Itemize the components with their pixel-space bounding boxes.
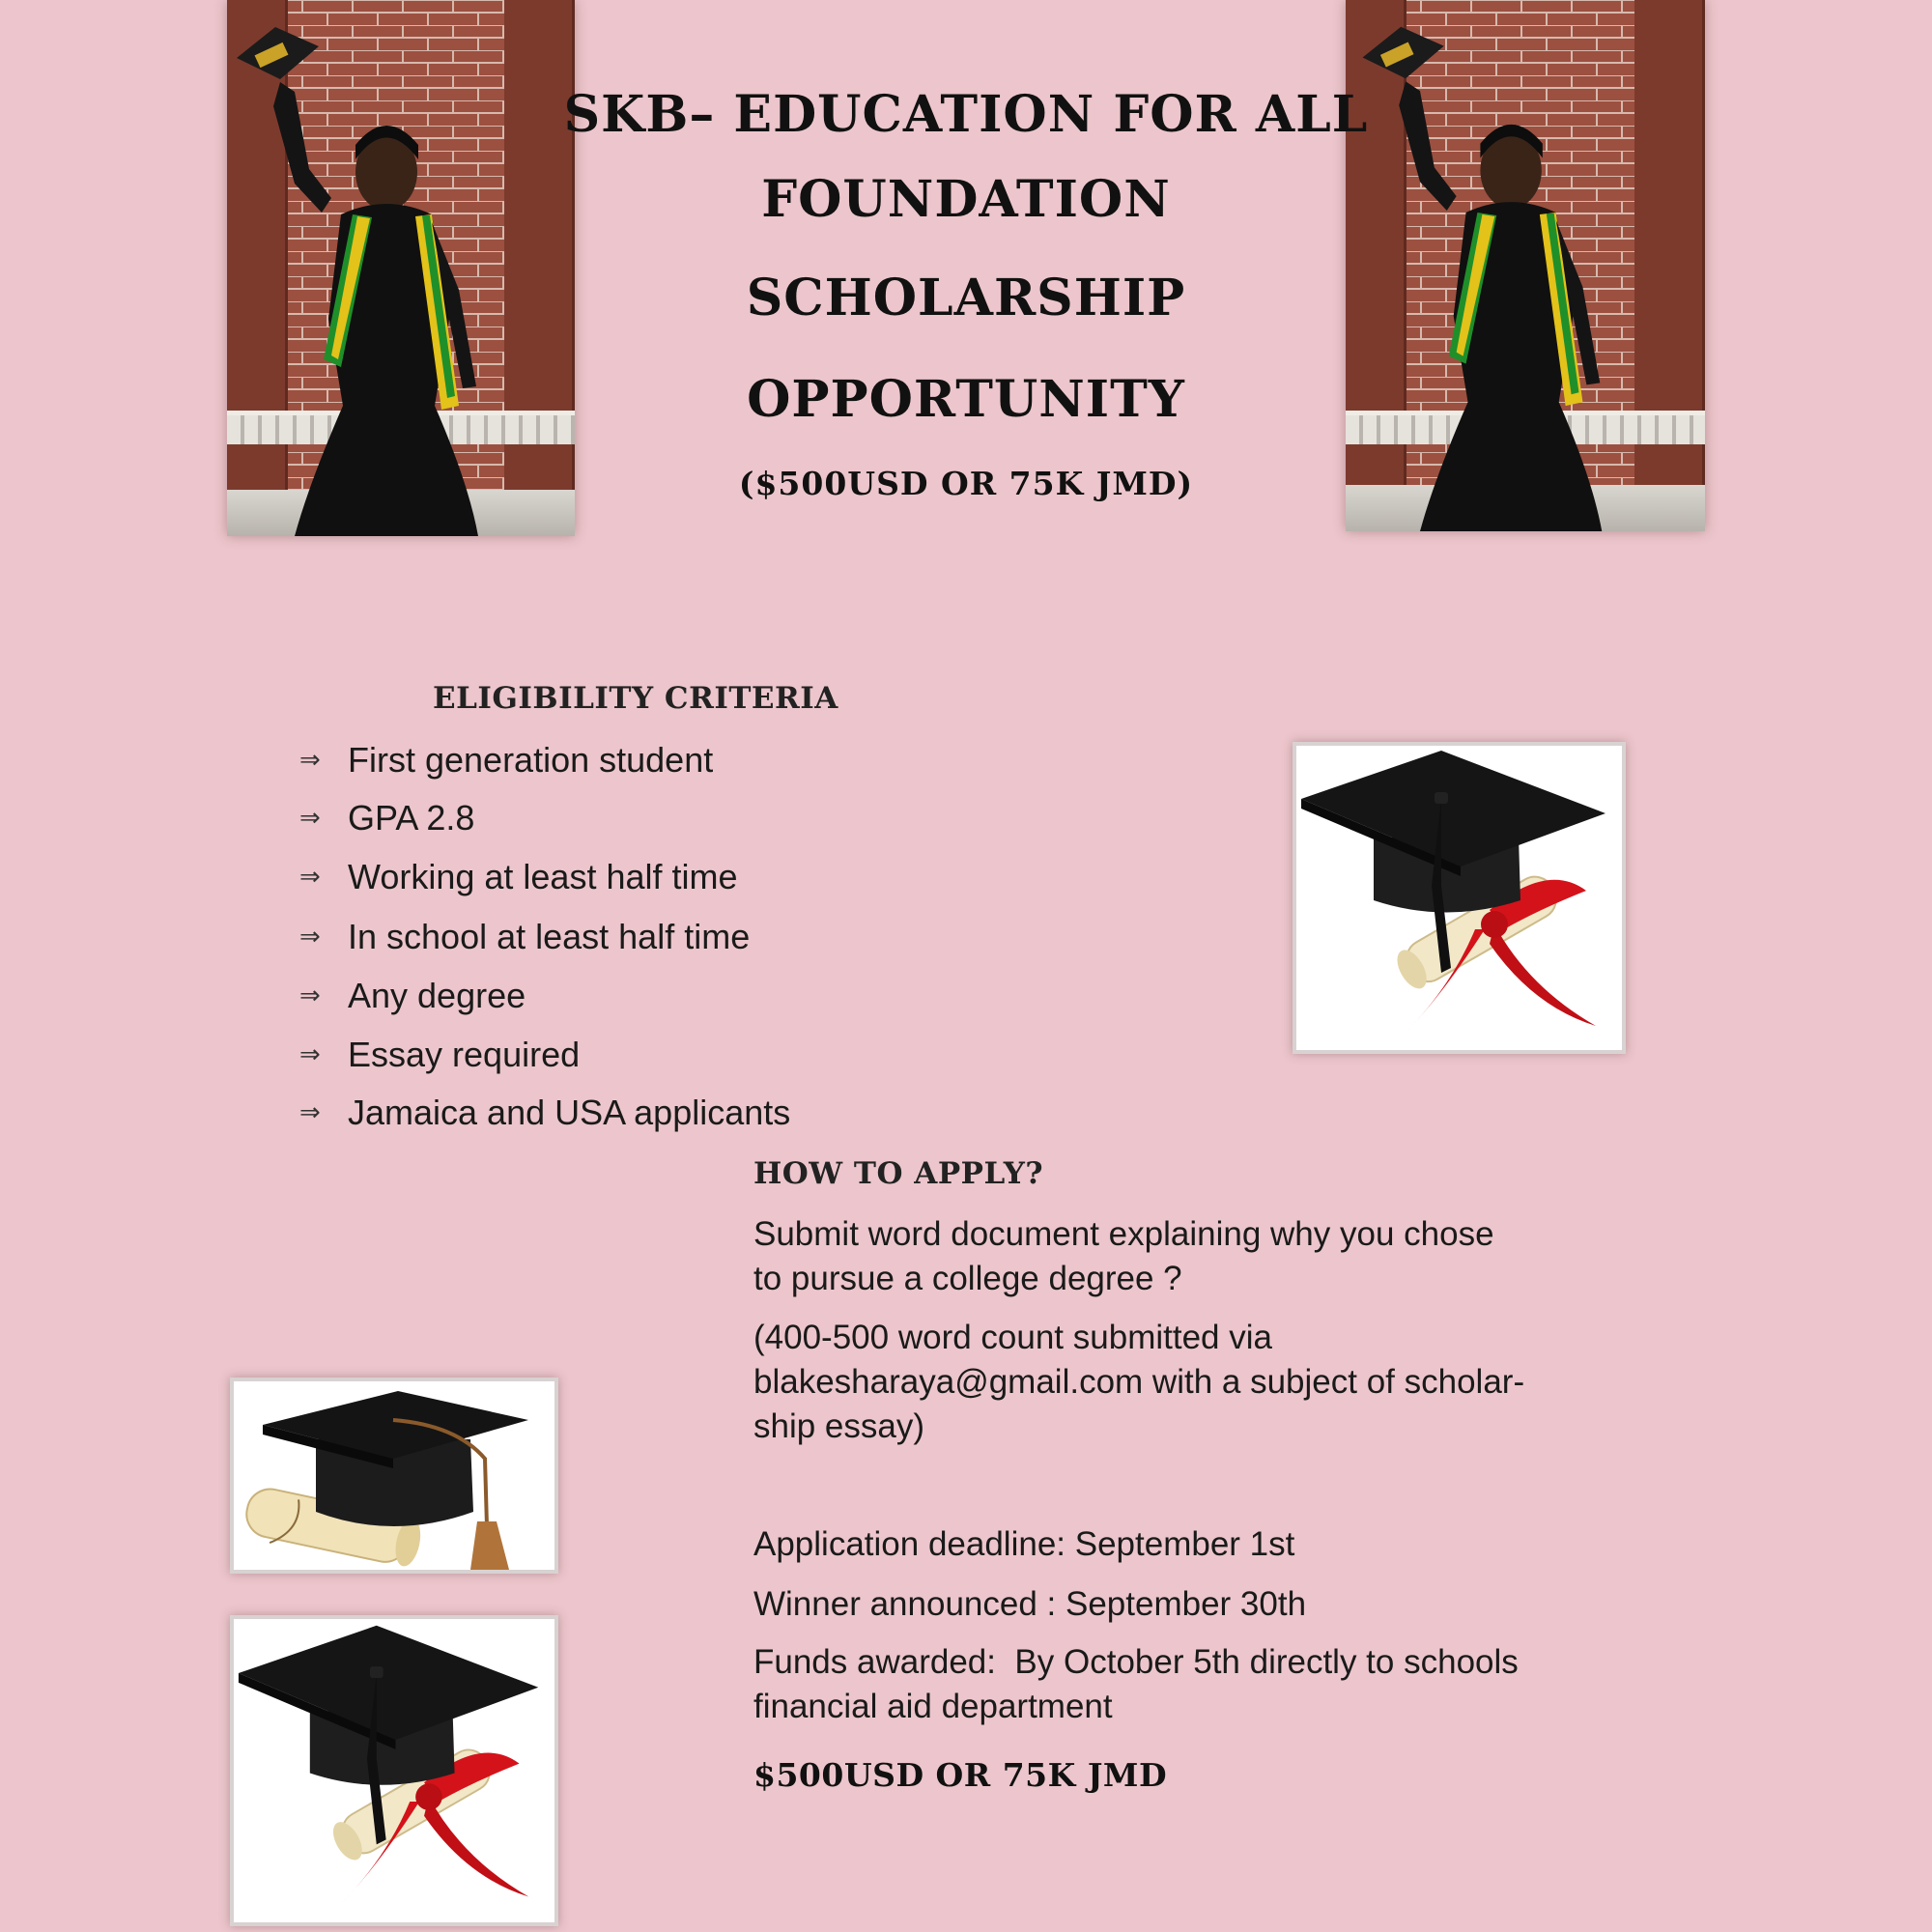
title-line-1: SKB– EDUCATION FOR ALL — [563, 85, 1369, 144]
funds-awarded-line-2: financial aid department — [753, 1688, 1113, 1725]
criteria-text: Jamaica and USA applicants — [348, 1093, 791, 1132]
apply-instructions — [753, 1212, 1623, 1301]
apply-details-line-2: blakesharaya@gmail.com with a subject of scholar- — [753, 1363, 1525, 1401]
apply-heading: HOW TO APPLY? — [753, 1156, 1044, 1191]
double-arrow-icon: ⇒ — [299, 1040, 321, 1069]
apply-details — [753, 1316, 1623, 1449]
graduate-figure — [1346, 0, 1705, 531]
criteria-item — [299, 972, 526, 1020]
graduation-cap-scroll-icon — [234, 1381, 554, 1570]
double-arrow-icon: ⇒ — [299, 1098, 321, 1127]
double-arrow-icon: ⇒ — [299, 804, 321, 833]
apply-details-line-1: (400-500 word count submitted via — [753, 1319, 1272, 1356]
apply-details-line-3: ship essay) — [753, 1407, 925, 1445]
criteria-item — [299, 794, 474, 842]
graduate-photo-right — [1346, 0, 1705, 531]
prize-amount: $500USD OR 75K JMD — [753, 1756, 1168, 1794]
criteria-item — [299, 913, 750, 961]
title-line-2: FOUNDATION — [761, 170, 1171, 229]
title-line-4: OPPORTUNITY — [747, 370, 1185, 429]
double-arrow-icon: ⇒ — [299, 981, 321, 1010]
funds-awarded-line-1: Funds awarded: By October 5th directly to schools — [753, 1643, 1519, 1681]
criteria-text: Essay required — [348, 1035, 581, 1074]
graduation-cap-image-bottom — [230, 1615, 558, 1926]
criteria-item — [299, 1089, 790, 1137]
application-deadline: Application deadline: September 1st — [753, 1525, 1295, 1563]
criteria-text: In school at least half time — [348, 917, 751, 956]
funds-awarded — [753, 1640, 1623, 1729]
eligibility-heading: ELIGIBILITY CRITERIA — [433, 681, 838, 716]
criteria-item — [299, 736, 713, 784]
graduation-cap-icon — [234, 1619, 554, 1922]
winner-announced: Winner announced : September 30th — [753, 1585, 1307, 1623]
graduation-cap-image-right — [1293, 742, 1626, 1054]
criteria-text: Working at least half time — [348, 857, 738, 896]
apply-instructions-line-2: to pursue a college degree ? — [753, 1260, 1182, 1297]
apply-instructions-line-1: Submit word document explaining why you chose — [753, 1215, 1494, 1253]
award-subtitle: ($500USD OR 75K JMD) — [738, 465, 1194, 502]
criteria-item — [299, 853, 738, 901]
criteria-text: GPA 2.8 — [348, 798, 475, 838]
criteria-text: Any degree — [348, 976, 526, 1015]
graduation-cap-scroll-image — [230, 1378, 558, 1574]
criteria-text: First generation student — [348, 740, 714, 780]
double-arrow-icon: ⇒ — [299, 746, 321, 775]
double-arrow-icon: ⇒ — [299, 863, 321, 892]
double-arrow-icon: ⇒ — [299, 923, 321, 952]
title-line-3: SCHOLARSHIP — [746, 269, 1186, 327]
graduation-cap-icon — [1296, 746, 1622, 1050]
criteria-item — [299, 1031, 580, 1079]
